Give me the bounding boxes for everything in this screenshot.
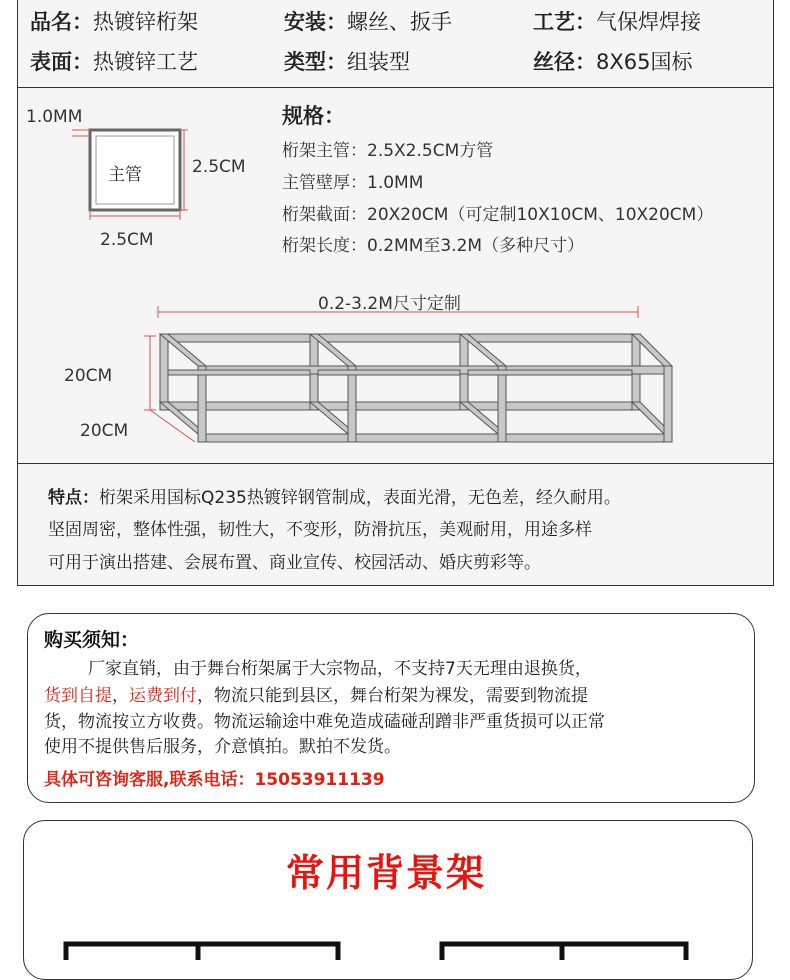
info-type: 类型：组装型 — [284, 50, 410, 74]
info-surface: 表面：热镀锌工艺 — [30, 50, 198, 74]
notice-line: 厂家直销，由于舞台桁架属于大宗物品，不支持7天无理由退换货， — [88, 659, 592, 679]
feature-line-2: 坚固周密，整体性强，韧性大，不变形，防滑抗压，美观耐用，用途多样 — [48, 520, 592, 540]
tube-height-label: 2.5CM — [192, 157, 246, 177]
spec-title: 规格： — [282, 104, 345, 128]
divider — [17, 87, 774, 88]
tube-wall-label: 1.0MM — [26, 107, 83, 127]
backdrop-frames-preview — [60, 938, 700, 960]
notice-title: 购买须知： — [44, 629, 140, 651]
feature-line-1: 特点：桁架采用国标Q235热镀锌钢管制成，表面光滑，无色差，经久耐用。 — [48, 488, 621, 508]
truss-diagram — [120, 300, 680, 450]
notice-line: 使用不提供售后服务，介意慎拍。默拍不发货。 — [44, 737, 401, 757]
backdrop-frame — [66, 944, 338, 960]
truss-length-label: 0.2-3.2M尺寸定制 — [318, 294, 461, 314]
notice-line: 货，物流按立方收费。物流运输途中难免造成磕碰刮蹭非严重货损可以正常 — [44, 712, 605, 732]
truss-height-label: 20CM — [64, 366, 113, 386]
info-name: 品名：热镀锌桁架 — [30, 10, 198, 34]
notice-line: 货到自提，运费到付，物流只能到县区，舞台桁架为裸发，需要到物流提 — [44, 686, 588, 706]
tube-main-label: 主管 — [108, 165, 142, 185]
spec-line: 主管壁厚：1.0MM — [282, 173, 424, 193]
spec-line: 桁架主管：2.5X2.5CM方管 — [282, 141, 494, 161]
notice-freight: 运费到付 — [129, 686, 197, 706]
truss-frame — [160, 334, 672, 442]
info-craft: 工艺：气保焊焊接 — [533, 10, 701, 34]
tube-width-label: 2.5CM — [100, 230, 154, 250]
truss-depth-label: 20CM — [80, 421, 129, 441]
info-wire: 丝径：8X65国标 — [533, 50, 693, 74]
contact-phone: 具体可咨询客服,联系电话：15053911139 — [44, 770, 385, 790]
tube-section-diagram — [60, 100, 260, 260]
spec-line: 桁架截面：20X20CM（可定制10X10CM、10X20CM） — [282, 205, 714, 225]
divider — [17, 463, 774, 464]
section-title: 常用背景架 — [286, 851, 487, 895]
info-install: 安装：螺丝、扳手 — [284, 10, 452, 34]
spec-line: 桁架长度：0.2MM至3.2M（多种尺寸） — [282, 236, 585, 256]
notice-pickup: 货到自提 — [44, 686, 112, 706]
feature-line-3: 可用于演出搭建、会展布置、商业宣传、校园活动、婚庆剪彩等。 — [48, 553, 541, 573]
